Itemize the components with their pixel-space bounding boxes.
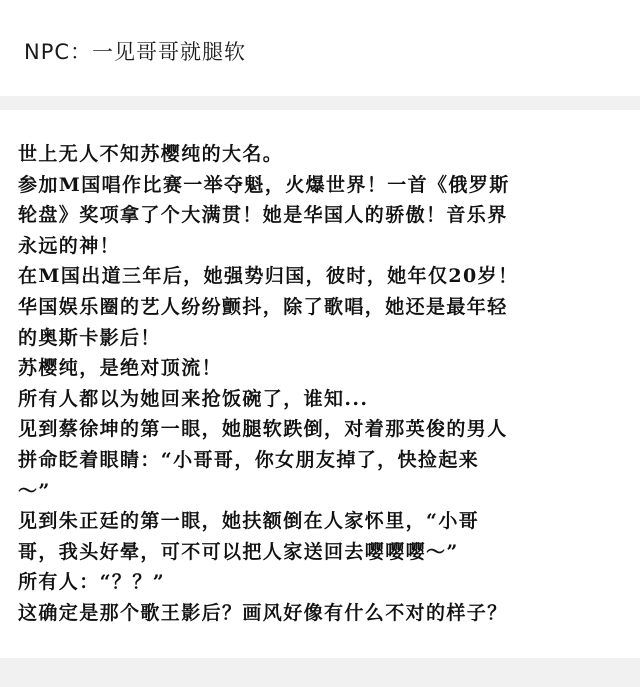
article-body [18,139,622,629]
article-line: 这确定是那个歌王影后？画风好像有什么不对的样子？ [18,601,508,624]
section-divider [0,96,640,110]
article-line: 世上无人不知苏樱纯的大名。 [18,143,284,165]
article-line: 所有人：“？？” [18,571,166,594]
article-line: ～” [18,479,51,502]
article-line: 的奥斯卡影后！ [18,326,161,349]
article-line: 拼命眨着眼睛：“小哥哥，你女朋友掉了，快捡起来 [18,448,480,471]
article-line: 哥，我头好晕，可不可以把人家送回去嘤嘤嘤～” [18,540,459,563]
article-line: 见到蔡徐坤的第一眼，她腿软跌倒，对着那英俊的男人 [18,418,508,441]
footer-bar [0,658,640,687]
header [0,0,640,96]
article-line: 轮盘》奖项拿了个大满贯！她是华国人的骄傲！音乐界 [18,204,508,227]
article-line: 苏樱纯，是绝对顶流！ [18,357,223,380]
article-line: 所有人都以为她回来抢饭碗了，谁知... [18,387,369,410]
article-line: 见到朱正廷的第一眼，她扶额倒在人家怀里，“小哥 [18,510,480,533]
page-title: NPC：一见哥哥就腿软 [24,40,247,64]
article-line: 在M国出道三年后，她强势归国，彼时，她年仅20岁！ [18,265,519,288]
article-line: 参加M国唱作比赛一举夺魁，火爆世界！一首《俄罗斯 [18,173,510,196]
article-line: 华国娱乐圈的艺人纷纷颤抖，除了歌唱，她还是最年轻 [18,295,508,318]
article-line: 永远的神！ [18,234,121,257]
